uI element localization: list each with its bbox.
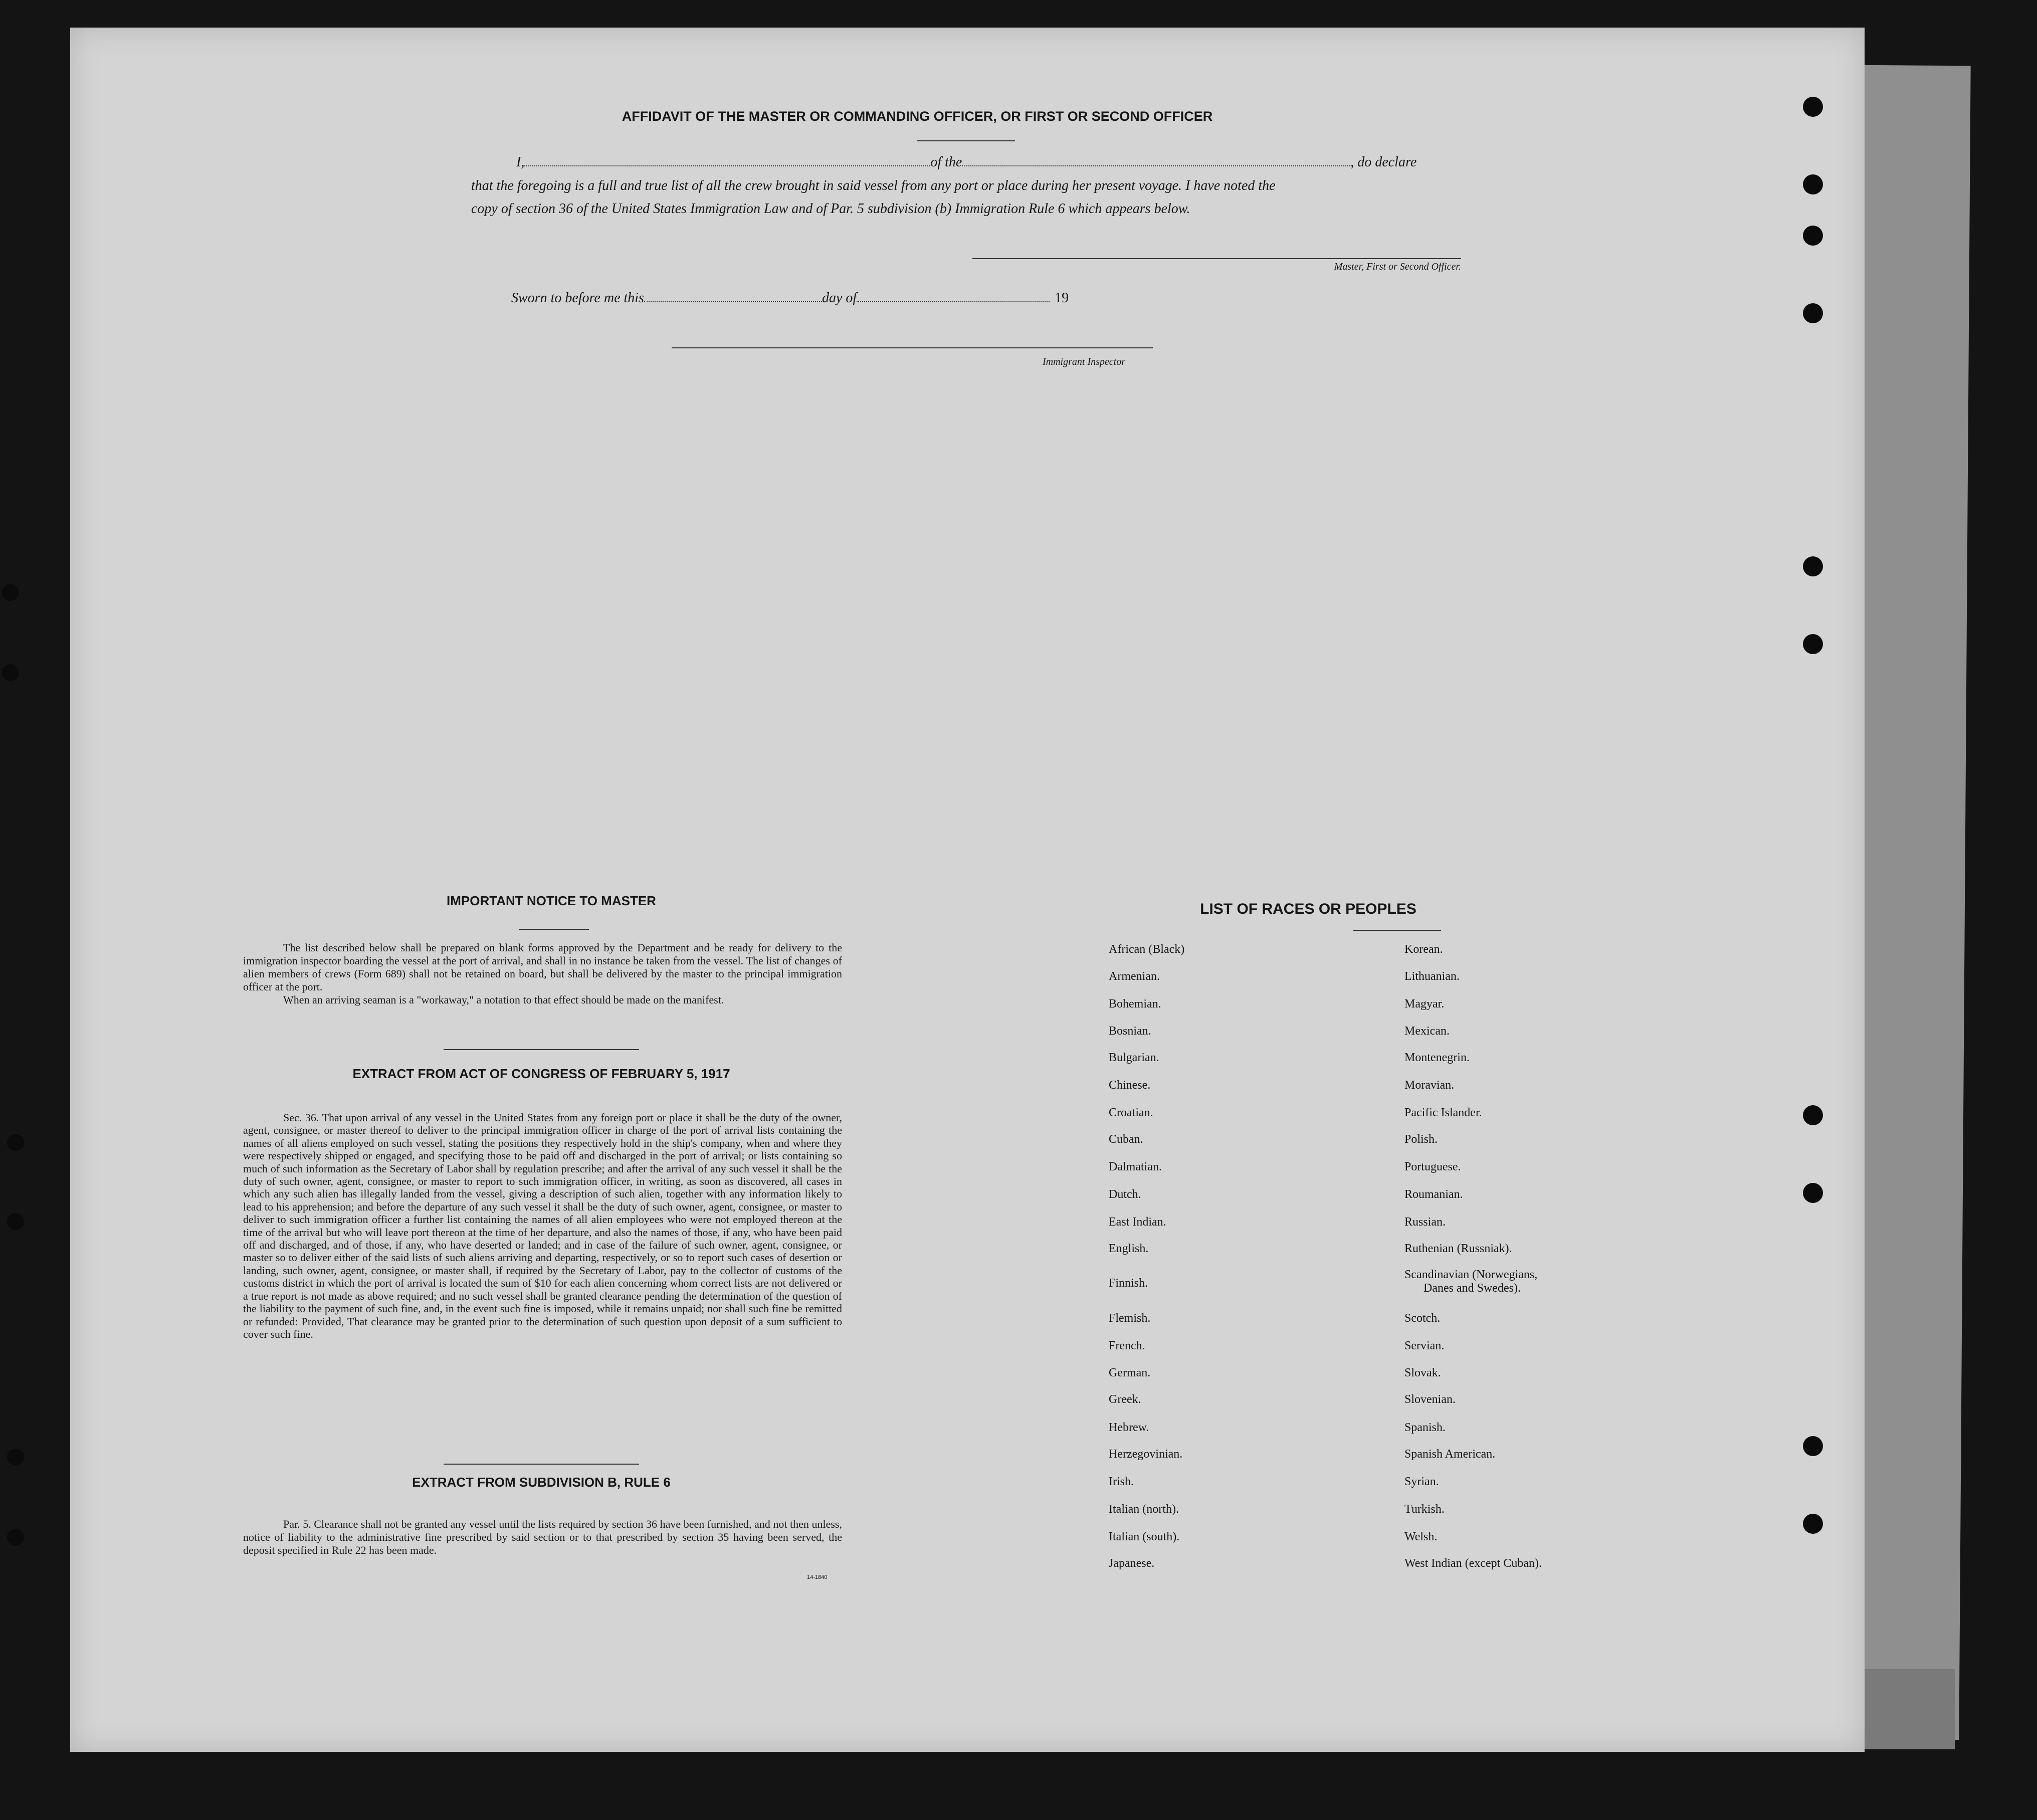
race-item: Russian. bbox=[1404, 1216, 1446, 1229]
race-item: Ruthenian (Russniak). bbox=[1404, 1242, 1512, 1255]
race-item: French. bbox=[1109, 1339, 1145, 1352]
title-rule bbox=[917, 140, 1015, 141]
affidavit-line1 bbox=[516, 154, 1539, 170]
binder-hole bbox=[1803, 1105, 1823, 1125]
notice-para1: The list described below shall be prepared on blank forms approved by the Department and be ready for delivery to the immigration inspector boarding the vessel at the port of arrival, and shall in no instance be taken from the vessel. The list of changes of alien members of crews (Form 689) shall not be retained on board, but shall be delivered by the master to the principal immigration officer at the port. bbox=[243, 941, 842, 993]
affidavit-title: AFFIDAVIT OF THE MASTER OR COMMANDING OFFICER, OR FIRST OR SECOND OFFICER bbox=[622, 109, 1213, 124]
day-blank bbox=[644, 301, 822, 302]
race-item: Finnish. bbox=[1109, 1277, 1148, 1290]
notice-body bbox=[243, 941, 842, 1006]
race-item: Flemish. bbox=[1109, 1312, 1151, 1325]
race-item: Bohemian. bbox=[1109, 997, 1161, 1010]
race-item: Moravian. bbox=[1404, 1079, 1455, 1092]
section-divider bbox=[444, 1464, 639, 1465]
extract-act-body bbox=[243, 1111, 842, 1340]
race-item: West Indian (except Cuban). bbox=[1404, 1557, 1542, 1570]
race-item: Mexican. bbox=[1404, 1025, 1450, 1038]
extract-rule-text: Par. 5. Clearance shall not be granted any vessel until the lists required by section 36 have been furnished, and not then unless, notice of liability to the administrative fine prescribed by said section or to that prescribed by section 35 having been served, the deposit specified in Rule 22 has been made. bbox=[243, 1518, 842, 1556]
race-item: Greek. bbox=[1109, 1393, 1141, 1406]
race-item: Hebrew. bbox=[1109, 1421, 1149, 1434]
affidavit-line2: that the foregoing is a full and true list of all the crew brought in said vessel from any port or place during her present voyage. I have noted the bbox=[471, 178, 1276, 193]
notice-para2: When an arriving seaman is a "workaway," a notation to that effect should be made on the manifest. bbox=[283, 993, 724, 1006]
race-item: Pacific Islander. bbox=[1404, 1106, 1482, 1119]
race-item: Japanese. bbox=[1109, 1557, 1155, 1570]
section-divider bbox=[444, 1049, 639, 1050]
race-item: Roumanian. bbox=[1404, 1188, 1463, 1201]
race-item: Lithuanian. bbox=[1404, 970, 1460, 983]
race-item: Chinese. bbox=[1109, 1079, 1151, 1092]
race-item: Welsh. bbox=[1404, 1530, 1438, 1543]
race-item: Cuban. bbox=[1109, 1133, 1143, 1146]
binder-hole bbox=[1803, 556, 1823, 576]
vessel-blank bbox=[962, 165, 1350, 166]
race-item: Bosnian. bbox=[1109, 1025, 1151, 1038]
extract-act-text: Sec. 36. That upon arrival of any vessel in the United States from any foreign port or place it shall be the duty of the owner, agent, consignee, or master thereof to deliver to the principal immigration officer in charge of the port of arrival lists containing the names of all aliens employed on such vessel, stating the positions they respectively hold in the ship's company, when and where they were respectively shipped or engaged, and specifying those to be paid off and discharged in the port of arrival; or lists containing so much of such information as the Secretary of Labor shall by regulation prescribe; and after the arrival of any such vessel it shall be the duty of such owner, agent, consignee, or master to report to such immigration officer, in writing, as soon as discovered, all cases in which any such alien has illegally landed from the vessel, giving a description of such alien, together with any information likely to lead to his apprehension; and before the departure of any such vessel it shall be the duty of such owner, agent, consignee, or master to deliver to such immigration officer a further list containing the names of all alien employees who were not employed thereon at the time of the arrival but who will leave port thereon at the time of her departure, and also the names of those, if any, who have been paid off and discharged, and of those, if any, who have deserted or landed; and in case of the failure of such owner, agent, consignee, or master so to deliver either of the said lists of such aliens arriving and departing, respectively, or so to report such cases of desertion or landing, such owner, agent, consignee, or master shall, if required by the Secretary of Labor, pay to the collector of customs of the customs district in which the port of arrival is located the sum of $10 for each alien concerning whom correct lists are not delivered or a true report is not made as above required; and no such vessel shall be granted clearance pending the determination of the question of the liability to the payment of such fine, and, in the event such fine is imposed, while it remains unpaid; nor shall such fine be remitted or refunded: Provided, That clearance may be granted prior to the determination of such question upon deposit of a sum sufficient to cover such fine. bbox=[243, 1111, 842, 1340]
binder-hole bbox=[1803, 226, 1823, 246]
races-title: LIST OF RACES OR PEOPLES bbox=[1200, 901, 1416, 917]
race-item: Servian. bbox=[1404, 1339, 1445, 1352]
extract-act-title: EXTRACT FROM ACT OF CONGRESS OF FEBRUARY 5, 1917 bbox=[352, 1066, 730, 1081]
sworn-line bbox=[511, 290, 1069, 306]
inspector-label: Immigrant Inspector bbox=[1043, 356, 1125, 367]
binder-hole bbox=[1803, 1514, 1823, 1534]
race-item: Turkish. bbox=[1404, 1503, 1445, 1516]
binder-hole bbox=[1803, 174, 1823, 194]
binder-hole bbox=[1803, 1436, 1823, 1456]
affidavit-declare: , do declare bbox=[1350, 154, 1417, 170]
name-blank bbox=[524, 165, 930, 166]
race-item: East Indian. bbox=[1109, 1216, 1166, 1229]
race-item: Portuguese. bbox=[1404, 1160, 1461, 1173]
inspector-signature-line bbox=[672, 347, 1153, 348]
race-item: Korean. bbox=[1404, 943, 1443, 956]
race-item: Bulgarian. bbox=[1109, 1051, 1159, 1064]
race-item: Armenian. bbox=[1109, 970, 1160, 983]
master-signature-line bbox=[972, 258, 1461, 259]
race-item: English. bbox=[1109, 1242, 1149, 1255]
affidavit-i: I, bbox=[516, 154, 525, 170]
race-item: Dalmatian. bbox=[1109, 1160, 1162, 1173]
day-of: day of bbox=[822, 290, 857, 306]
binder-hole bbox=[1803, 97, 1823, 117]
form-page bbox=[70, 28, 1865, 1752]
sworn-to: Sworn to before me this bbox=[511, 290, 644, 306]
race-item: Magyar. bbox=[1404, 997, 1445, 1010]
binder-hole bbox=[1803, 634, 1823, 654]
notice-rule bbox=[519, 929, 589, 930]
race-item: German. bbox=[1109, 1366, 1151, 1379]
month-blank bbox=[857, 301, 1050, 302]
binder-hole bbox=[2, 664, 19, 681]
race-item: Scotch. bbox=[1404, 1312, 1441, 1325]
race-item: Scandinavian (Norwegians, bbox=[1404, 1268, 1538, 1281]
race-item: Spanish American. bbox=[1404, 1448, 1496, 1461]
extract-rule-body bbox=[243, 1518, 842, 1557]
race-item: African (Black) bbox=[1109, 943, 1185, 956]
notice-title: IMPORTANT NOTICE TO MASTER bbox=[447, 893, 656, 908]
race-item: Montenegrin. bbox=[1404, 1051, 1470, 1064]
binder-hole bbox=[1803, 303, 1823, 323]
bleed-through bbox=[1499, 128, 1825, 1581]
binder-hole bbox=[7, 1213, 24, 1230]
master-signature-label: Master, First or Second Officer. bbox=[1334, 261, 1461, 272]
form-number: 14-1840 bbox=[807, 1574, 828, 1580]
affidavit-line3: copy of section 36 of the United States Immigration Law and of Par. 5 subdivision (b) Immigration Rule 6 which appears below. bbox=[471, 201, 1190, 217]
races-rule bbox=[1353, 930, 1441, 931]
race-item: Herzegovinian. bbox=[1109, 1448, 1183, 1461]
race-item: Italian (north). bbox=[1109, 1503, 1179, 1516]
race-item: Polish. bbox=[1404, 1133, 1438, 1146]
binder-hole bbox=[7, 1529, 24, 1546]
race-item: Danes and Swedes). bbox=[1423, 1282, 1521, 1295]
race-item: Slovenian. bbox=[1404, 1393, 1456, 1406]
year-prefix: 19 bbox=[1055, 290, 1069, 306]
race-item: Slovak. bbox=[1404, 1366, 1441, 1379]
race-item: Syrian. bbox=[1404, 1475, 1439, 1488]
affidavit-of-the: of the bbox=[930, 154, 962, 170]
race-item: Dutch. bbox=[1109, 1188, 1141, 1201]
binder-hole bbox=[7, 1134, 24, 1151]
extract-rule-title: EXTRACT FROM SUBDIVISION B, RULE 6 bbox=[412, 1475, 671, 1490]
binder-hole bbox=[1803, 1183, 1823, 1203]
binder-hole bbox=[2, 584, 19, 601]
race-item: Irish. bbox=[1109, 1475, 1134, 1488]
binder-hole bbox=[7, 1449, 24, 1466]
race-item: Spanish. bbox=[1404, 1421, 1446, 1434]
race-item: Croatian. bbox=[1109, 1106, 1153, 1119]
race-item: Italian (south). bbox=[1109, 1530, 1180, 1543]
